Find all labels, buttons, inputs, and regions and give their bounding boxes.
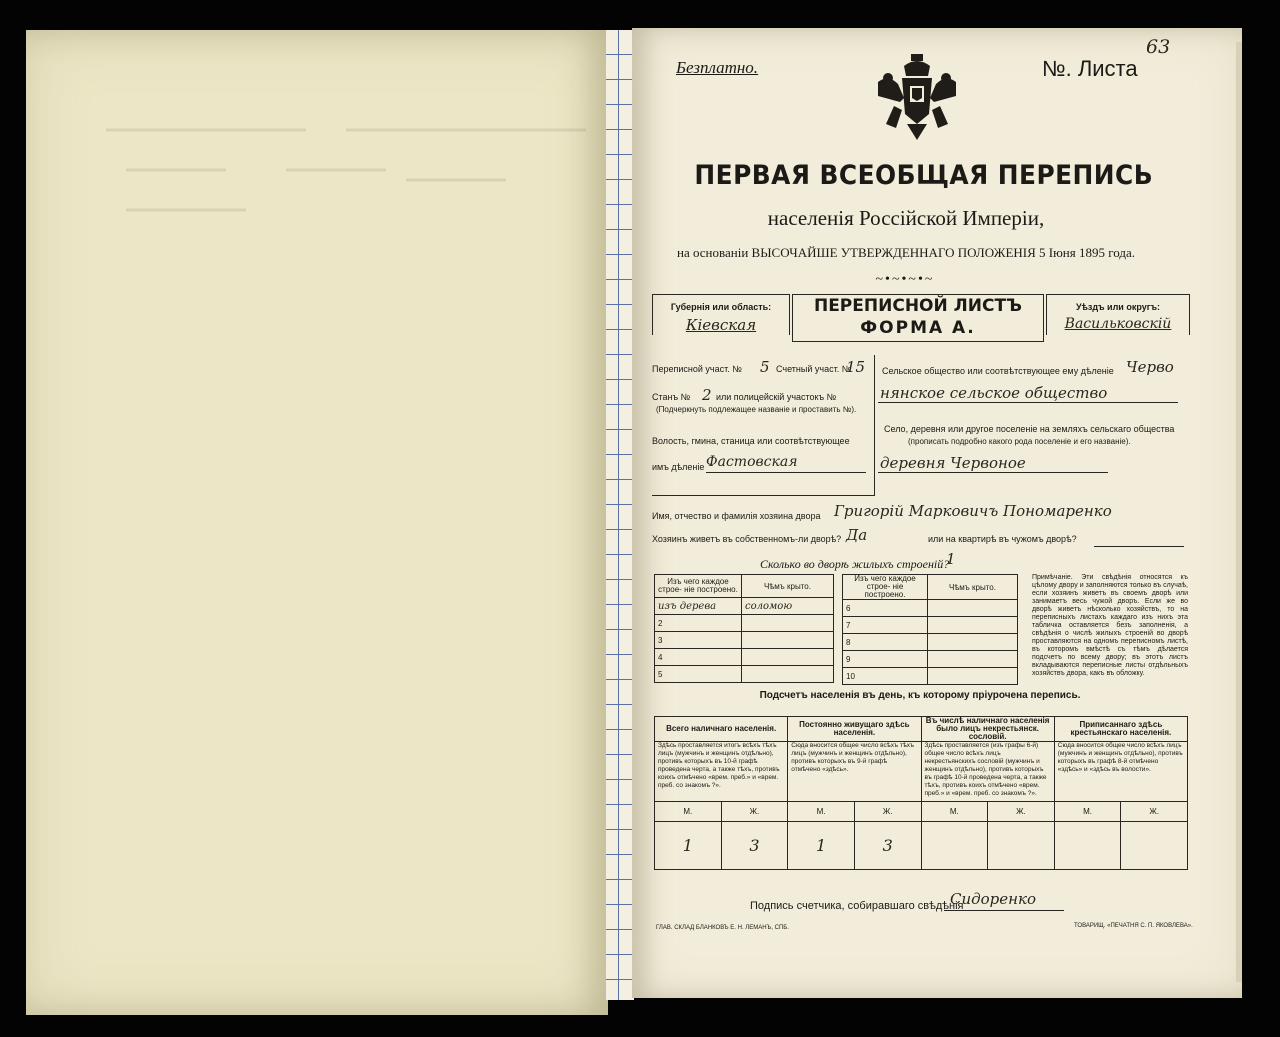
own-yard-label: Хозяинъ живетъ въ собственномъ-ли дворѣ? — [652, 534, 842, 544]
ornament-divider: ~•~•~•~ — [875, 272, 935, 287]
society-label: Сельское общество или соотвѣтствующее ему дѣленіе — [882, 366, 1114, 376]
village-label: Село, деревня или другое поселеніе на земляхъ сельскаго общества — [884, 424, 1175, 434]
table-row — [655, 649, 834, 666]
signature-label: Подпись счетчика, собиравшаго свѣдѣнія — [750, 900, 964, 912]
row-num: 10 — [843, 668, 928, 685]
buildings-table-right — [842, 574, 1018, 685]
row-num: 5 — [655, 666, 742, 683]
society-value-1: Черво — [1126, 358, 1174, 376]
buildings-note: Примѣчаніе. Эти свѣдѣнія относятся къ цѣлому двору и заполняются только въ случаѣ, если хозяинъ живетъ въ своемъ дворѣ или занимаетъ весь чужой дворъ. Если же во дворѣ живетъ нѣсколько хозяйствъ, то на переписныхъ листахъ каждаго изъ нихъ эта табличка оставляется безъ заполненія, а свѣдѣнія о числѣ жилыхъ строеній во дворѣ проставляются на одномъ переписномъ листѣ, въ которомъ вмѣстѣ съ тѣмъ дѣлается подсчетъ по всему двору; въ этотъ листъ вкладываются переписные листы отдѣльныхъ хозяйствъ двора, какъ въ обложку. — [1032, 574, 1188, 677]
volost-value: Фастовская — [706, 454, 798, 470]
volost-label: Волость, гмина, станица или соотвѣтствующее — [652, 436, 850, 446]
table-row — [843, 617, 1018, 634]
bleed-through-text — [86, 110, 606, 230]
m-label: М. — [1054, 802, 1121, 822]
stan-value: 2 — [702, 386, 712, 404]
f-label: Ж. — [1121, 802, 1188, 822]
village-value: деревня Червоное — [880, 454, 1026, 472]
printer-right: ТОВАРИЩ. «ПЕЧАТНЯ С. П. ЯКОВЛЕВА». — [1074, 923, 1193, 929]
f-label: Ж. — [988, 802, 1055, 822]
table-row — [655, 632, 834, 649]
rent-label: или на квартирѣ въ чужомъ дворѣ? — [928, 534, 1077, 544]
header-present: Всего наличнаго населенія. — [655, 717, 788, 742]
page-subtitle: населенія Россійской Имперіи, — [767, 206, 1045, 230]
row-1-material: изъ дерева — [658, 600, 717, 612]
printer-left: ГЛАВ. СКЛАД БЛАНКОВЪ Е. Н. ЛЕМАНЪ, СПБ. — [656, 925, 789, 931]
count-title: Подсчетъ населенія въ день, къ которому пріурочена перепись. — [759, 690, 1081, 701]
province-label: Губернія или область: — [670, 302, 772, 312]
form-label: ФОРМА А. — [860, 318, 976, 338]
left-page — [26, 30, 608, 1015]
population-count-table — [654, 716, 1188, 870]
desc-non-peasant: Здѣсь проставляется (изъ графы 6-й) общее число всѣхъ лицъ некрестьянскихъ сословій (мужчинъ и женщинъ отдѣльно), противъ которыхъ въ графѣ 10-й проведена черта, а также тѣхъ, противъ коихъ отмѣчено «врем. преб.» и «врем. преб. со знакомъ ?». — [921, 742, 1054, 802]
header-non-peasant: Въ числѣ наличнаго населенія было лицъ некрестьянск. сословій. — [921, 717, 1054, 742]
police-note: (Подчеркнуть подлежащее названіе и проставить №). — [656, 405, 857, 414]
imperial-eagle-icon — [874, 52, 960, 146]
f-label: Ж. — [721, 802, 788, 822]
header-registered: Приписаннаго здѣсь крестьянскаго населенія. — [1054, 717, 1187, 742]
row-num: 4 — [655, 649, 742, 666]
table-row — [655, 666, 834, 683]
stan-label: Станъ № — [652, 392, 691, 402]
col-header-material: Изъ чего каждое строе- ніе построено. — [655, 575, 742, 598]
col-header-material: Изъ чего каждое строе- ніе построено. — [843, 575, 928, 600]
left-block-frame — [652, 355, 875, 496]
table-row — [843, 668, 1018, 685]
permanent-male: 1 — [788, 822, 855, 870]
m-label: М. — [655, 802, 722, 822]
row-1-roof: соломою — [745, 600, 793, 612]
district-label: Уѣздъ или округъ: — [1075, 302, 1161, 312]
f-label: Ж. — [854, 802, 921, 822]
society-value-2: нянское сельское общество — [880, 384, 1108, 402]
table-row — [843, 600, 1018, 617]
col-header-roof: Чѣмъ крыто. — [742, 575, 834, 598]
census-area-label: Переписной участ. № — [652, 364, 742, 374]
table-row — [655, 598, 834, 615]
row-num: 2 — [655, 615, 742, 632]
table-row — [843, 634, 1018, 651]
table-row — [655, 615, 834, 632]
page-edge — [1236, 42, 1242, 982]
free-label: Безплатно. — [676, 58, 759, 77]
present-male: 1 — [655, 822, 722, 870]
village-note: (прописать подробно какого рода поселеніе и его названіе). — [908, 437, 1131, 446]
buildings-label: Сколько во дворѣ жилыхъ строеній? — [760, 557, 950, 571]
m-label: М. — [788, 802, 855, 822]
page-title: ПЕРВАЯ ВСЕОБЩАЯ ПЕРЕПИСЬ — [694, 160, 1154, 191]
binding-strip — [606, 30, 634, 1000]
col-header-roof: Чѣмъ крыто. — [928, 575, 1018, 600]
row-num: 8 — [843, 634, 928, 651]
owner-name-value: Григорій Марковичъ Пономаренко — [834, 502, 1112, 520]
present-female: 3 — [721, 822, 788, 870]
district-value: Васильковскій — [1064, 316, 1172, 332]
permanent-female: 3 — [854, 822, 921, 870]
m-label: М. — [921, 802, 988, 822]
sheet-title: ПЕРЕПИСНОЙ ЛИСТЪ — [813, 296, 1023, 316]
table-row — [843, 651, 1018, 668]
row-num: 9 — [843, 651, 928, 668]
row-num: 7 — [843, 617, 928, 634]
sheet-number-value: 63 — [1146, 36, 1171, 58]
counting-area-label: Счетный участ. № — [776, 364, 852, 374]
sheet-number-label: №. Листа — [1042, 56, 1138, 81]
police-label: или полицейскій участокъ № — [716, 392, 837, 402]
row-num: 3 — [655, 632, 742, 649]
signature-value: Сидоренко — [950, 890, 1037, 908]
counting-area-value: 15 — [846, 358, 866, 376]
header-permanent: Постоянно живущаго здѣсь населенія. — [788, 717, 921, 742]
desc-registered: Сюда вносится общее число всѣхъ лицъ (мужчинъ и женщинъ отдѣльно), противъ которыхъ въ графѣ 8-й отмѣчено «здѣсь» и «здѣсь въ волости». — [1054, 742, 1187, 802]
province-value: Кіевская — [685, 316, 757, 334]
buildings-value: 1 — [946, 550, 956, 568]
basis-line: на основаніи ВЫСОЧАЙШЕ УТВЕРЖДЕННАГО ПОЛОЖЕНІЯ 5 Іюня 1895 года. — [676, 245, 1136, 260]
own-yard-value: Да — [846, 526, 868, 544]
desc-permanent: Сюда вносится общее число всѣхъ тѣхъ лицъ (мужчинъ и женщинъ отдѣльно), противъ которыхъ въ 9-й графѣ отмѣчено «здѣсь». — [788, 742, 921, 802]
census-area-value: 5 — [760, 358, 770, 376]
buildings-table-left — [654, 574, 834, 683]
volost-label-2: имъ дѣленіе — [652, 462, 705, 472]
row-num: 6 — [843, 600, 928, 617]
desc-present: Здѣсь проставляется итогъ всѣхъ тѣхъ лицъ (мужчинъ и женщинъ отдѣльно), противъ которыхъ въ 10-й графѣ проведена черта, а также тѣхъ, противъ коихъ отмѣчено «врем. преб.» и «врем. преб. со знакомъ ?». — [655, 742, 788, 802]
owner-name-label: Имя, отчество и фамилія хозяина двора — [652, 511, 821, 521]
